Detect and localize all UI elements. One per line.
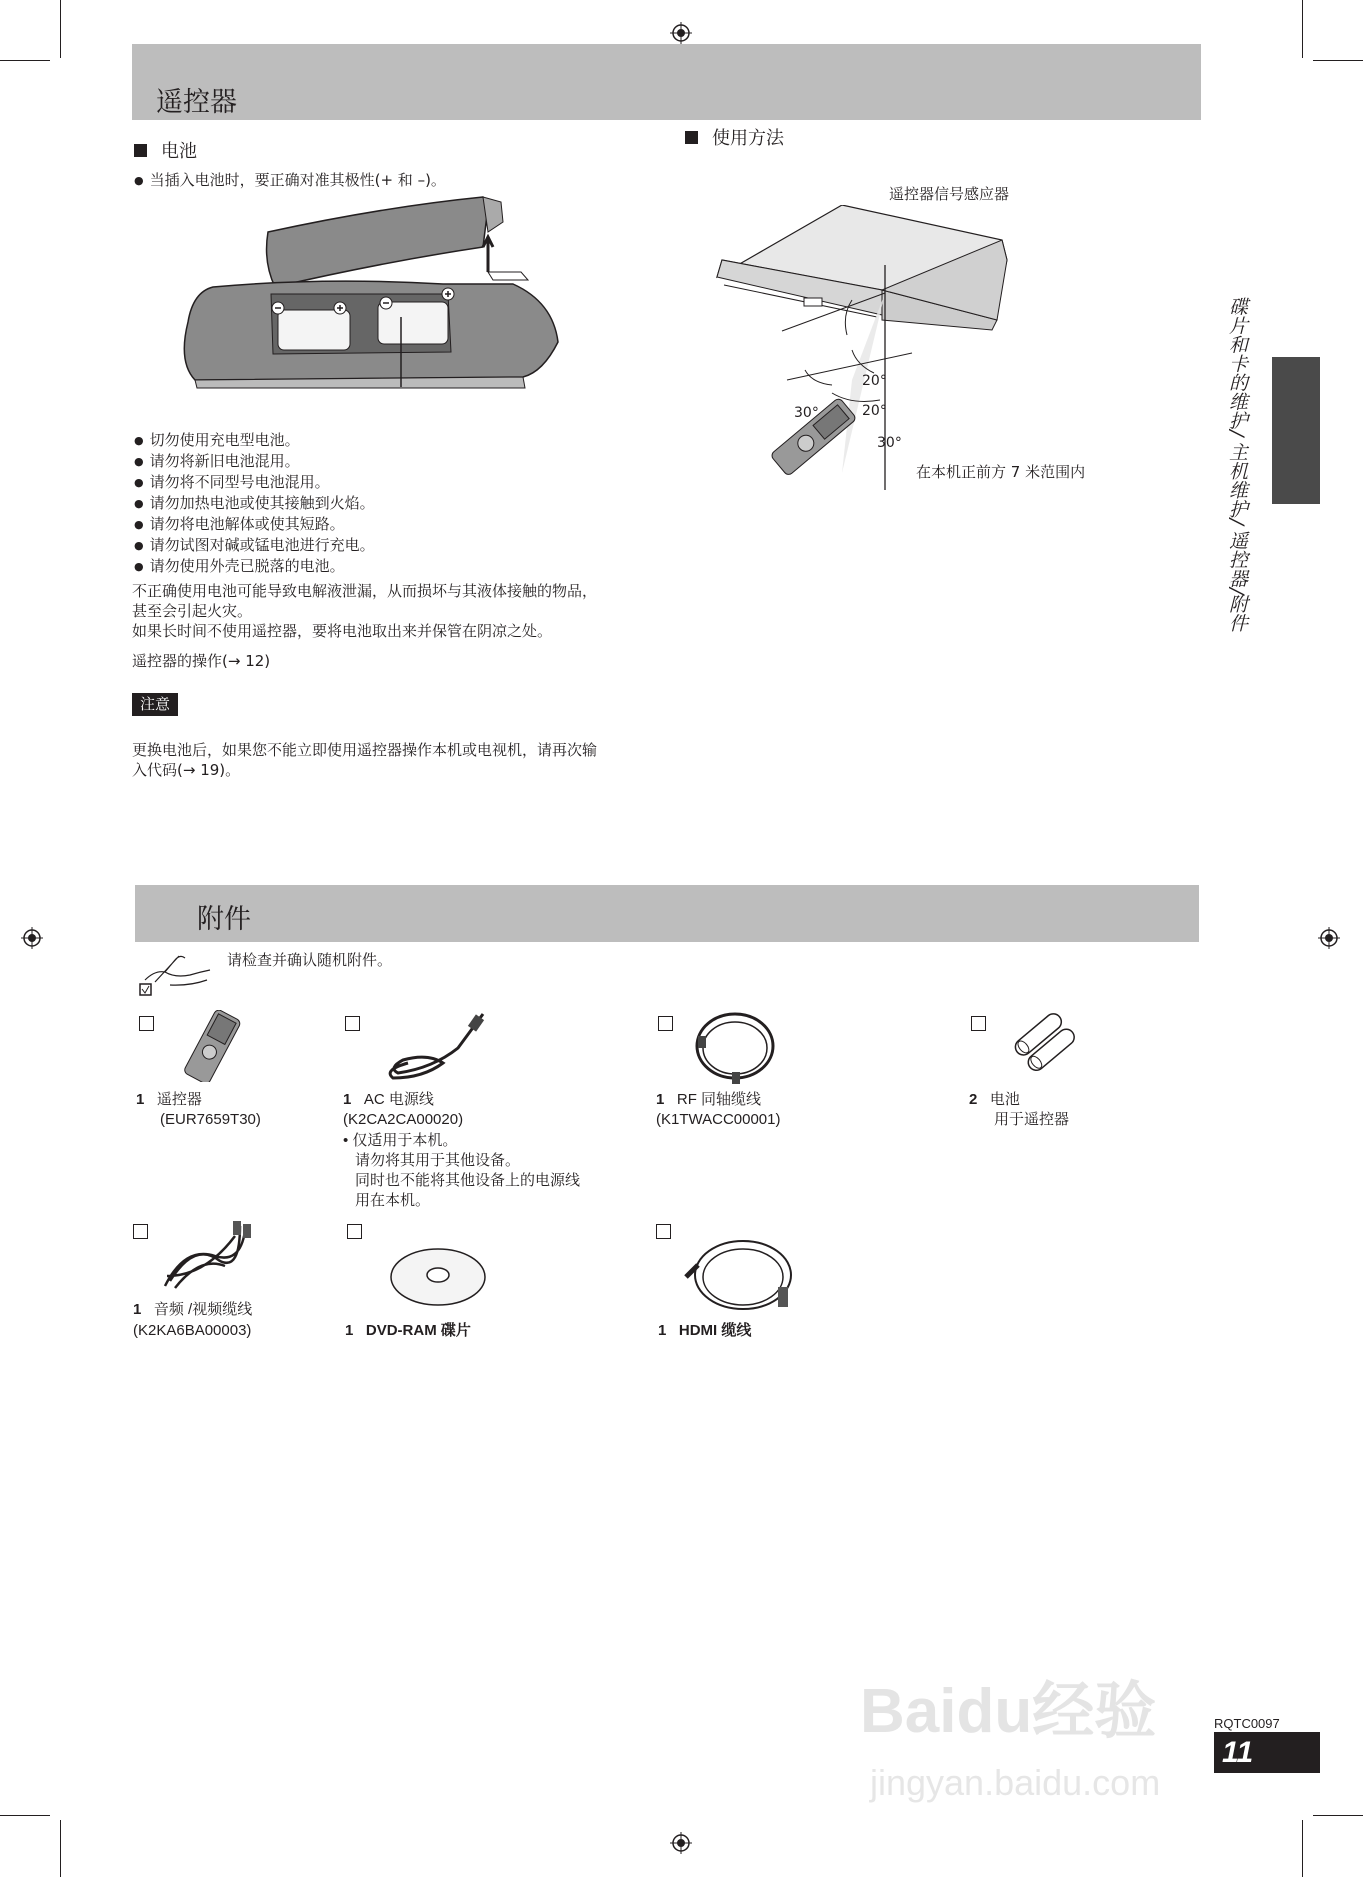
accessory-code: (K2KA6BA00003) (133, 1322, 252, 1339)
ac-power-cord-image (383, 1008, 493, 1084)
sensor-label: 遥控器信号感应器 (889, 185, 1010, 203)
crop-mark (1313, 1815, 1363, 1816)
battery-heading (134, 137, 197, 163)
accessory-label (969, 1090, 1020, 1110)
accessory-note: 用在本机。 (355, 1192, 431, 1209)
accessory-label (656, 1090, 761, 1110)
warning-item: ● 请勿将电池解体或使其短路。 (134, 514, 375, 535)
section-title-remote: 遥控器 (156, 87, 237, 118)
battery-paragraph-line: 甚至会引起火灾。 (132, 602, 253, 620)
caution-text-line: 入代码(→ 19)。 (132, 761, 241, 779)
batteries-image (1008, 1012, 1088, 1072)
usage-heading (685, 124, 784, 150)
accessory-checkbox[interactable] (133, 1224, 148, 1239)
accessory-checkbox[interactable] (139, 1016, 154, 1031)
crop-mark (60, 1820, 61, 1877)
angle-label: 30° (877, 435, 902, 451)
dvd-ram-disc-image (388, 1245, 488, 1309)
warning-item: ● 请勿将新旧电池混用。 (134, 451, 375, 472)
accessory-note: 用于遥控器 (994, 1111, 1070, 1128)
av-cable-image (155, 1216, 255, 1296)
accessory-name: 遥控器 (156, 1091, 202, 1108)
accessory-label (345, 1321, 471, 1341)
battery-paragraph-line: 如果长时间不使用遥控器，要将电池取出来并保管在阴凉之处。 (132, 622, 553, 640)
warning-item: ● 请勿试图对碱或锰电池进行充电。 (134, 535, 375, 556)
accessory-checkbox[interactable] (345, 1016, 360, 1031)
angle-label: 30° (794, 405, 819, 421)
document-code: RQTC0097 (1214, 1716, 1280, 1731)
accessory-qty: 1 (136, 1091, 145, 1108)
accessory-note: 请勿将其用于其他设备。 (355, 1152, 521, 1169)
accessory-checkbox[interactable] (658, 1016, 673, 1031)
accessory-code: (EUR7659T30) (160, 1111, 261, 1128)
warning-item: ● 请勿使用外壳已脱落的电池。 (134, 556, 375, 577)
accessory-checkbox[interactable] (347, 1224, 362, 1239)
checklist-hand-icon (135, 950, 215, 998)
caution-text-line: 更换电池后，如果您不能立即使用遥控器操作本机或电视机，请再次输 (132, 741, 598, 759)
accessory-name: 音频 /视频缆线 (153, 1301, 253, 1318)
caution-label: 注意 (132, 693, 178, 716)
section-header-bar (135, 885, 1199, 942)
accessory-name: RF 同轴缆线 (676, 1091, 762, 1108)
accessory-label (658, 1321, 751, 1341)
registration-mark-icon (21, 927, 43, 949)
accessory-name: DVD-RAM 碟片 (365, 1322, 471, 1339)
page-number: 11 (1222, 1736, 1254, 1769)
rf-coax-cable-image (690, 1008, 780, 1088)
remote-control-image (175, 1010, 255, 1082)
crop-mark (1302, 1820, 1303, 1877)
square-bullet-icon (134, 144, 147, 157)
accessories-instruction: 请检查并确认随机附件。 (227, 951, 393, 969)
accessory-label (136, 1090, 202, 1110)
crop-mark (0, 1815, 50, 1816)
crop-mark (1313, 60, 1363, 61)
section-header-bar (132, 44, 1201, 120)
square-bullet-icon (685, 131, 698, 144)
accessory-qty: 1 (345, 1322, 354, 1339)
watermark-logo: Baidu经验 (860, 1677, 1157, 1746)
accessory-label (343, 1090, 434, 1110)
accessory-qty: 1 (343, 1091, 352, 1108)
section-title-accessories: 附件 (197, 904, 251, 935)
battery-insertion-illustration (183, 192, 563, 392)
accessory-label (133, 1300, 252, 1320)
crop-mark (1302, 0, 1303, 58)
battery-warnings-list (134, 430, 375, 577)
operation-reference: 遥控器的操作(→ 12) (132, 652, 271, 670)
registration-mark-icon (670, 1832, 692, 1854)
range-label: 在本机正前方 7 米范围内 (916, 463, 1086, 481)
registration-mark-icon (670, 22, 692, 44)
accessory-qty: 1 (133, 1301, 142, 1318)
battery-paragraph-line: 不正确使用电池可能导致电解液泄漏，从而损坏与其液体接触的物品， (132, 582, 598, 600)
crop-mark (0, 60, 50, 61)
warning-item: ● 切勿使用充电型电池。 (134, 430, 375, 451)
hdmi-cable-image (678, 1235, 798, 1315)
angle-label: 20° (862, 403, 887, 419)
polarity-note: ● 当插入电池时，要正确对准其极性(+ 和 –)。 (134, 170, 446, 191)
side-tab-text: 碟片和卡的维护/ 主机维护/ 遥控器/附件 (1226, 297, 1248, 633)
watermark-url: jingyan.baidu.com (870, 1762, 1161, 1803)
accessory-checkbox[interactable] (971, 1016, 986, 1031)
warning-item: ● 请勿将不同型号电池混用。 (134, 472, 375, 493)
accessory-qty: 1 (656, 1091, 665, 1108)
accessory-note: 同时也不能将其他设备上的电源线 (355, 1172, 581, 1189)
accessory-name: HDMI 缆线 (678, 1322, 752, 1339)
accessory-checkbox[interactable] (656, 1224, 671, 1239)
accessory-name: 电池 (989, 1091, 1020, 1108)
registration-mark-icon (1318, 927, 1340, 949)
accessory-code: (K1TWACC00001) (656, 1111, 781, 1128)
warning-item: ● 请勿加热电池或使其接触到火焰。 (134, 493, 375, 514)
accessory-code: (K2CA2CA00020) (343, 1111, 464, 1128)
accessory-note: • 仅适用于本机。 (343, 1132, 458, 1149)
side-tab-marker (1272, 357, 1320, 504)
accessory-qty: 2 (969, 1091, 978, 1108)
crop-mark (60, 0, 61, 58)
usage-heading-text: 使用方法 (712, 128, 784, 149)
angle-label: 20° (862, 373, 887, 389)
accessory-name: AC 电源线 (363, 1091, 434, 1108)
accessory-qty: 1 (658, 1322, 667, 1339)
battery-heading-text: 电池 (161, 141, 197, 162)
